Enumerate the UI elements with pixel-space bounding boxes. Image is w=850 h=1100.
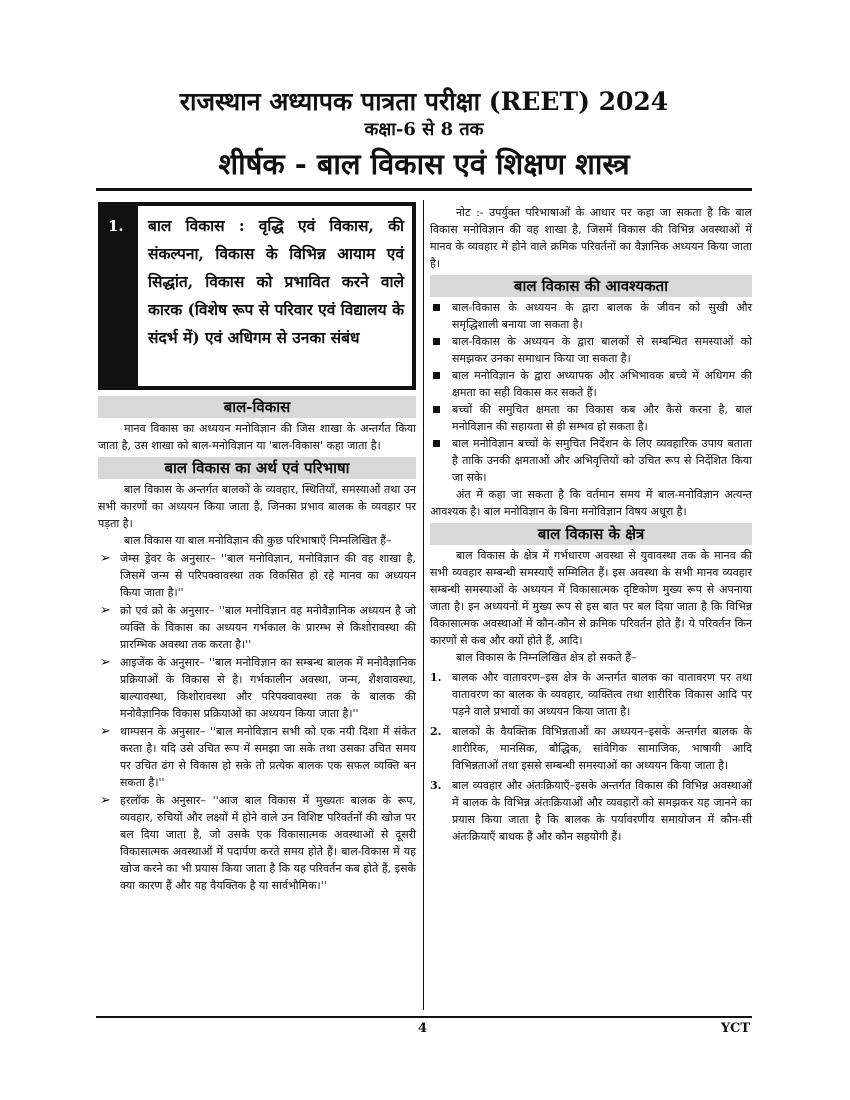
needs-conclusion: अंत में कहा जा सकता है कि वर्तमान समय में बाल-मनोविज्ञान अत्यन्त आवश्यक है। बाल मनोविज्ञान के बिना मनोविज्ञान विषय अधूरा है। xyxy=(430,488,752,518)
publisher-brand: YCT xyxy=(720,1021,750,1036)
field-number: 1. xyxy=(430,671,442,684)
arrow-bullet-icon: ➢ xyxy=(100,793,111,808)
field-text: बालक और वातावरण–इस क्षेत्र के अन्तर्गत बालक का वातावरण पर तथा वातावरण का बालक के व्यवहार, व्यक्तित्व तथा शारीरिक विकास आदि पर पड़ने वाले प्रभावों का अध्ययन किया जाता है। xyxy=(452,671,752,718)
need-text: बाल-विकास के अध्ययन के द्वारा बालकों से सम्बन्धित समस्याओं को समझकर उनका समाधान किया जा सकता है। xyxy=(452,335,752,365)
definitions-intro: बाल विकास या बाल मनोविज्ञान की कुछ परिभाषाएँ निम्नलिखित हैं– xyxy=(124,534,392,547)
section-heading-bal-vikas: बाल-विकास xyxy=(98,396,416,418)
list-item xyxy=(430,299,752,333)
field-number: 2. xyxy=(430,725,442,738)
topic-number: 1. xyxy=(108,217,124,235)
list-item xyxy=(98,602,416,653)
need-text: बाल मनोविज्ञान बच्चों के समुचित निर्देशन के लिए व्यवहारिक उपाय बताता है ताकि उनकी क्षमताओं और अभिवृत्तियों को उचित रूप से निर्देशित किया जा सके। xyxy=(452,437,752,484)
list-item xyxy=(430,333,752,367)
list-item xyxy=(430,367,752,401)
need-text: बच्चों की समुचित क्षमता का विकास कब और कैसे करना है, बाल मनोविज्ञान की सहायता से ही सम्भव हो सकता है। xyxy=(452,403,752,433)
field-text: बाल व्यवहार और अंतःक्रियाएँ–इसके अन्तर्गत विकास की विभिन्न अवस्थाओं में बालक के विभिन्न अंतःक्रियाओं और व्यवहारों को समझकर यह जानने का प्रयास किया जाता है कि बालक के पर्यावरणीय समायोजन में कौन-सी अंतःक्रियाएँ बाधक हैं और कौन सहयोगी हैं। xyxy=(452,779,752,843)
list-item xyxy=(98,792,416,894)
section-heading-meaning-definition: बाल विकास का अर्थ एवं परिभाषा xyxy=(98,457,416,479)
list-item xyxy=(430,669,752,720)
arrow-bullet-icon: ➢ xyxy=(100,551,111,566)
left-column xyxy=(98,202,416,894)
definition-text: थाम्पसन के अनुसार– ''बाल मनोविज्ञान सभी को एक नयी दिशा में संकेत करता है। यदि उसे उचित रूप में समझा जा सके तथा उसका उचित समय पर उचित ढंग से विकास हो सके तो प्रत्येक बालक एक सफल व्यक्ति बन सकता है।'' xyxy=(120,725,416,789)
class-range: कक्षा-6 से 8 तक xyxy=(364,119,484,140)
field-number: 3. xyxy=(430,779,442,792)
column-divider xyxy=(423,200,424,1010)
definitions-list xyxy=(98,550,416,894)
fields-intro: बाल विकास के निम्नलिखित क्षेत्र हो सकते हैं– xyxy=(456,651,637,664)
page-header xyxy=(96,86,752,184)
list-item xyxy=(98,654,416,722)
note-paragraph: नोट :- उपर्युक्त परिभाषाओं के आधार पर कहा जा सकता है कि बाल विकास मनोविज्ञान की वह शाखा है, जिसमें विकास की विभिन्न अवस्थाओं में मानव के व्यवहार में होने वाले क्रमिक परिवर्तनों का वैज्ञानिक अध्ययन किया जाता है। xyxy=(430,206,752,270)
subject-heading: शीर्षक - बाल विकास एवं शिक्षण शास्त्र xyxy=(218,147,630,181)
square-bullet-icon xyxy=(433,338,440,345)
list-item xyxy=(430,723,752,774)
need-text: बाल मनोविज्ञान के द्वारा अध्यापक और अभिभावक बच्चे में अधिगम की क्षमता का सही विकास कर सकते हैं। xyxy=(452,369,752,399)
footer-rule xyxy=(96,1016,752,1018)
arrow-bullet-icon: ➢ xyxy=(100,724,111,739)
header-rule xyxy=(96,188,752,191)
fields-paragraph: बाल विकास के क्षेत्र में गर्भधारण अवस्था से युवावस्था तक के मानव की सभी व्यवहार सम्बन्धी समस्याएँ सम्मिलित हैं। इस अवस्था के सभी मानव व्यवहार सम्बन्धी समस्याओं के अध्ययन में विकासात्मक दृष्टिकोण मुख्य रूप से अपनाया जाता है। इन अध्ययनों में मुख्य रूप से इस बात पर बल दिया जाता है कि विभिन्न विकासात्मक अवस्थाओं में कौन-कौन से क्रमिक परिवर्तन होते हैं। ये परिवर्तन किन कारणों से कब और क्यों होते हैं, आदि। xyxy=(430,549,752,647)
exam-title: राजस्थान अध्यापक पात्रता परीक्षा (REET) 2024 xyxy=(179,87,669,116)
section-heading-need: बाल विकास की आवश्यकता xyxy=(430,275,752,297)
square-bullet-icon xyxy=(433,406,440,413)
square-bullet-icon xyxy=(433,440,440,447)
definition-text: जेम्स ड्रेवर के अनुसार– ''बाल मनोविज्ञान, मनोविज्ञान की वह शाखा है, जिसमें जन्म से परिपक्वावस्था तक विकसित हो रहे मानव का अध्ययन किया जाता है।'' xyxy=(120,552,416,599)
list-item xyxy=(98,723,416,791)
topic-text: बाल विकास : वृद्धि एवं विकास, की संकल्पना, विकास के विभिन्न आयाम एवं सिद्धांत, विकास को प्रभावित करने वाले कारक (विशेष रूप से परिवार एवं विद्यालय के संदर्भ में) एवं अधिगम से उनका संबंध xyxy=(148,216,404,347)
arrow-bullet-icon: ➢ xyxy=(100,603,111,618)
list-item xyxy=(430,777,752,845)
topic-box xyxy=(98,202,416,390)
fields-list xyxy=(430,669,752,845)
needs-list xyxy=(430,299,752,486)
section-heading-fields: बाल विकास के क्षेत्र xyxy=(430,523,752,545)
square-bullet-icon xyxy=(433,304,440,311)
definition-text: क्रो एवं क्रो के अनुसार– ''बाल मनोविज्ञान वह मनोवैज्ञानिक अध्ययन है जो व्यक्ति के विकास का अध्ययन गर्भकाल के प्रारम्भ से किशोरावस्था की प्रारम्भिक अवस्था तक करता है।'' xyxy=(120,604,416,651)
bal-vikas-paragraph: मानव विकास का अध्ययन मनोविज्ञान की जिस शाखा के अन्तर्गत किया जाता है, उस शाखा को बाल-मनोविज्ञान या 'बाल-विकास' कहा जाता है। xyxy=(98,422,416,452)
square-bullet-icon xyxy=(433,372,440,379)
list-item xyxy=(98,550,416,601)
right-column xyxy=(430,204,752,845)
field-text: बालकों के वैयक्तिक विभिन्नताओं का अध्ययन–इसके अन्तर्गत बालक के शारीरिक, मानसिक, बौद्धिक, सांवेगिक सामाजिक, भाषायी आदि विभिन्नताओं तथा इससे सम्बन्धी समस्याओं का अध्ययन किया जाता है। xyxy=(452,725,752,772)
list-item xyxy=(430,401,752,435)
need-text: बाल-विकास के अध्ययन के द्वारा बालक के जीवन को सुखी और समृद्धिशाली बनाया जा सकता है। xyxy=(452,301,752,331)
definition-text: आइजेंक के अनुसार– ''बाल मनोविज्ञान का सम्बन्ध बालक में मनोवैज्ञानिक प्रक्रियाओं के विकास से है। गर्भकालीन अवस्था, जन्म, शैशवावस्था, बाल्यावस्था, किशोरावस्था और परिपक्वावस्था तक के बालक की मनोवैज्ञानिक विकास प्रक्रियाओं का अध्ययन किया जाता है।'' xyxy=(120,656,416,720)
list-item xyxy=(430,435,752,486)
arrow-bullet-icon: ➢ xyxy=(100,655,111,670)
page-number: 4 xyxy=(418,1021,428,1036)
definition-text: हरलॉक के अनुसार– ''आज बाल विकास में मुख्यतः बालक के रूप, व्यवहार, रुचियों और लक्ष्यों में होने वाले उन विशिष्ट परिवर्तनों की खोज पर बल दिया जाता है, जो उसके एक विकासात्मक अवस्थाओं से दूसरी विकासात्मक अवस्थाओं में पदार्पण करते समय होते हैं। बाल-विकास में यह खोज करने का भी प्रयास किया जाता है कि यह परिवर्तन कब होते हैं, इसके क्या कारण हैं और यह वैयक्तिक है या सार्वभौमिक।'' xyxy=(120,794,416,892)
meaning-paragraph: बाल विकास के अन्तर्गत बालकों के व्यवहार, स्थितियाँ, समस्याओं तथा उन सभी कारणों का अध्ययन किया जाता है, जिनका प्रभाव बालक के व्यवहार पर पड़ता है। xyxy=(98,483,416,530)
